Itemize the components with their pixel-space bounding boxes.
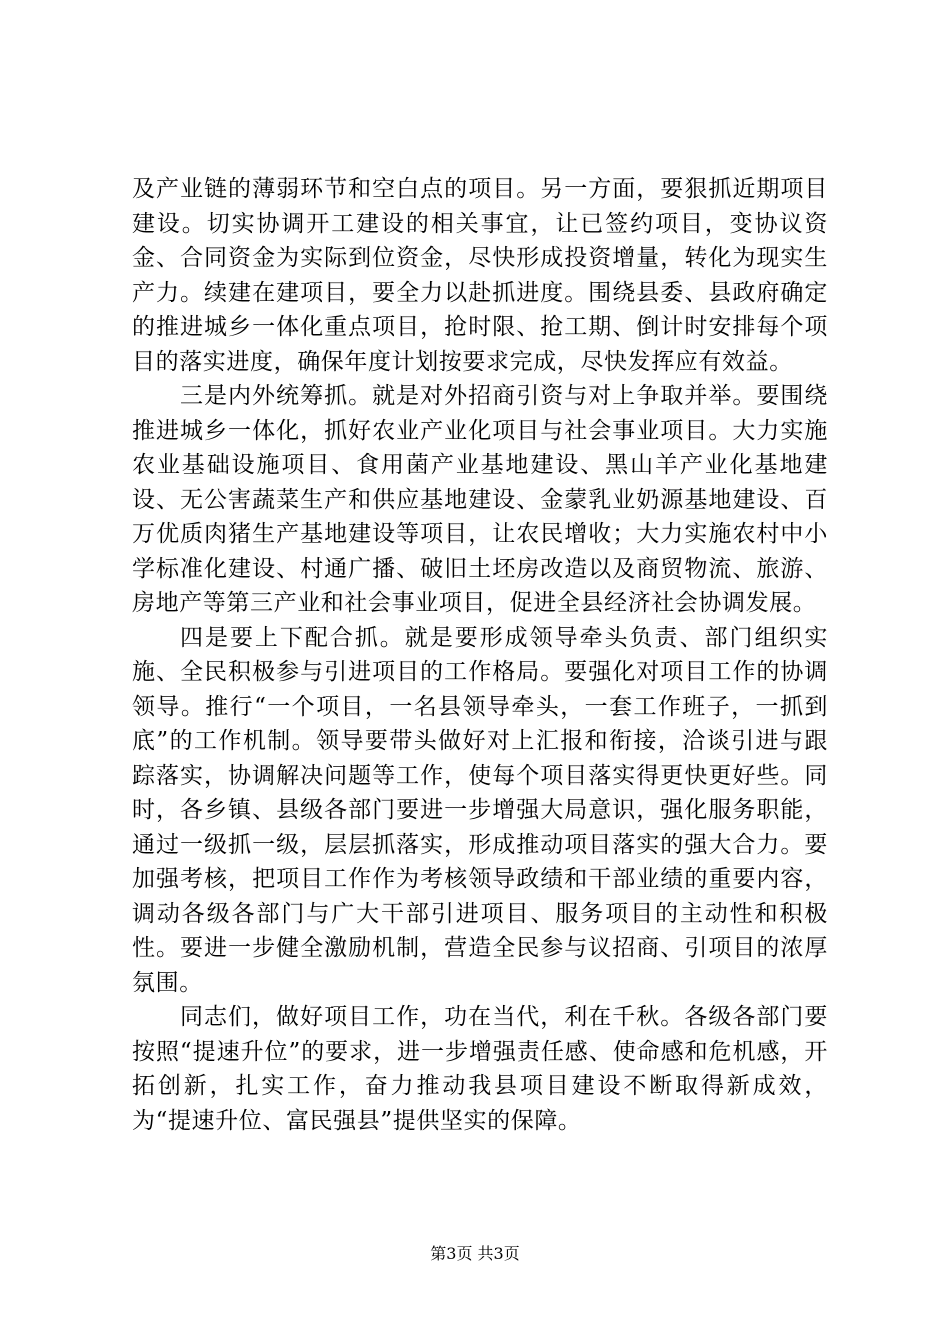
- document-body: [132, 172, 828, 1138]
- paragraph-internal-external: 三是内外统筹抓。就是对外招商引资与对上争取并举。要围绕推进城乡一体化，抓好农业产业化项目与社会事业项目。大力实施农业基础设施项目、食用菌产业基地建设、黑山羊产业化基地建设、无公害蔬菜生产和供应基地建设、金蒙乳业奶源基地建设、百万优质肉猪生产基地建设等项目，让农民增收；大力实施农村中小学标准化建设、村通广播、破旧土坯房改造以及商贸物流、旅游、房地产等第三产业和社会事业项目，促进全县经济社会协调发展。: [132, 383, 828, 616]
- paragraph-top-down: 四是要上下配合抓。就是要形成领导牵头负责、部门组织实施、全民积极参与引进项目的工作格局。要强化对项目工作的协调领导。推行“一个项目，一名县领导牵头，一套工作班子，一抓到底”的工作机制。领导要带头做好对上汇报和衔接，洽谈引进与跟踪落实，协调解决问题等工作，使每个项目落实得更快更好些。同时，各乡镇、县级各部门要进一步增强大局意识，强化服务职能，通过一级抓一级，层层抓落实，形成推动项目落实的强大合力。要加强考核，把项目工作作为考核领导政绩和干部业绩的重要内容，调动各级各部门与广大干部引进项目、服务项目的主动性和积极性。要进一步健全激励机制，营造全民参与议招商、引项目的浓厚氛围。: [132, 624, 828, 996]
- page-footer: [0, 1244, 950, 1264]
- page-number-label: 第3页 共3页: [430, 1244, 520, 1263]
- paragraph-closing: 同志们，做好项目工作，功在当代，利在千秋。各级各部门要按照“提速升位”的要求，进一步增强责任感、使命感和危机感，开拓创新，扎实工作，奋力推动我县项目建设不断取得新成效，为“提速升位、富民强县”提供坚实的保障。: [132, 1004, 828, 1134]
- paragraph-continuation: 及产业链的薄弱环节和空白点的项目。另一方面，要狠抓近期项目建设。切实协调开工建设的相关事宜，让已签约项目，变协议资金、合同资金为实际到位资金，尽快形成投资增量，转化为现实生产力。续建在建项目，要全力以赴抓进度。围绕县委、县政府确定的推进城乡一体化重点项目，抢时限、抢工期、倒计时安排每个项目的落实进度，确保年度计划按要求完成，尽快发挥应有效益。: [132, 176, 828, 375]
